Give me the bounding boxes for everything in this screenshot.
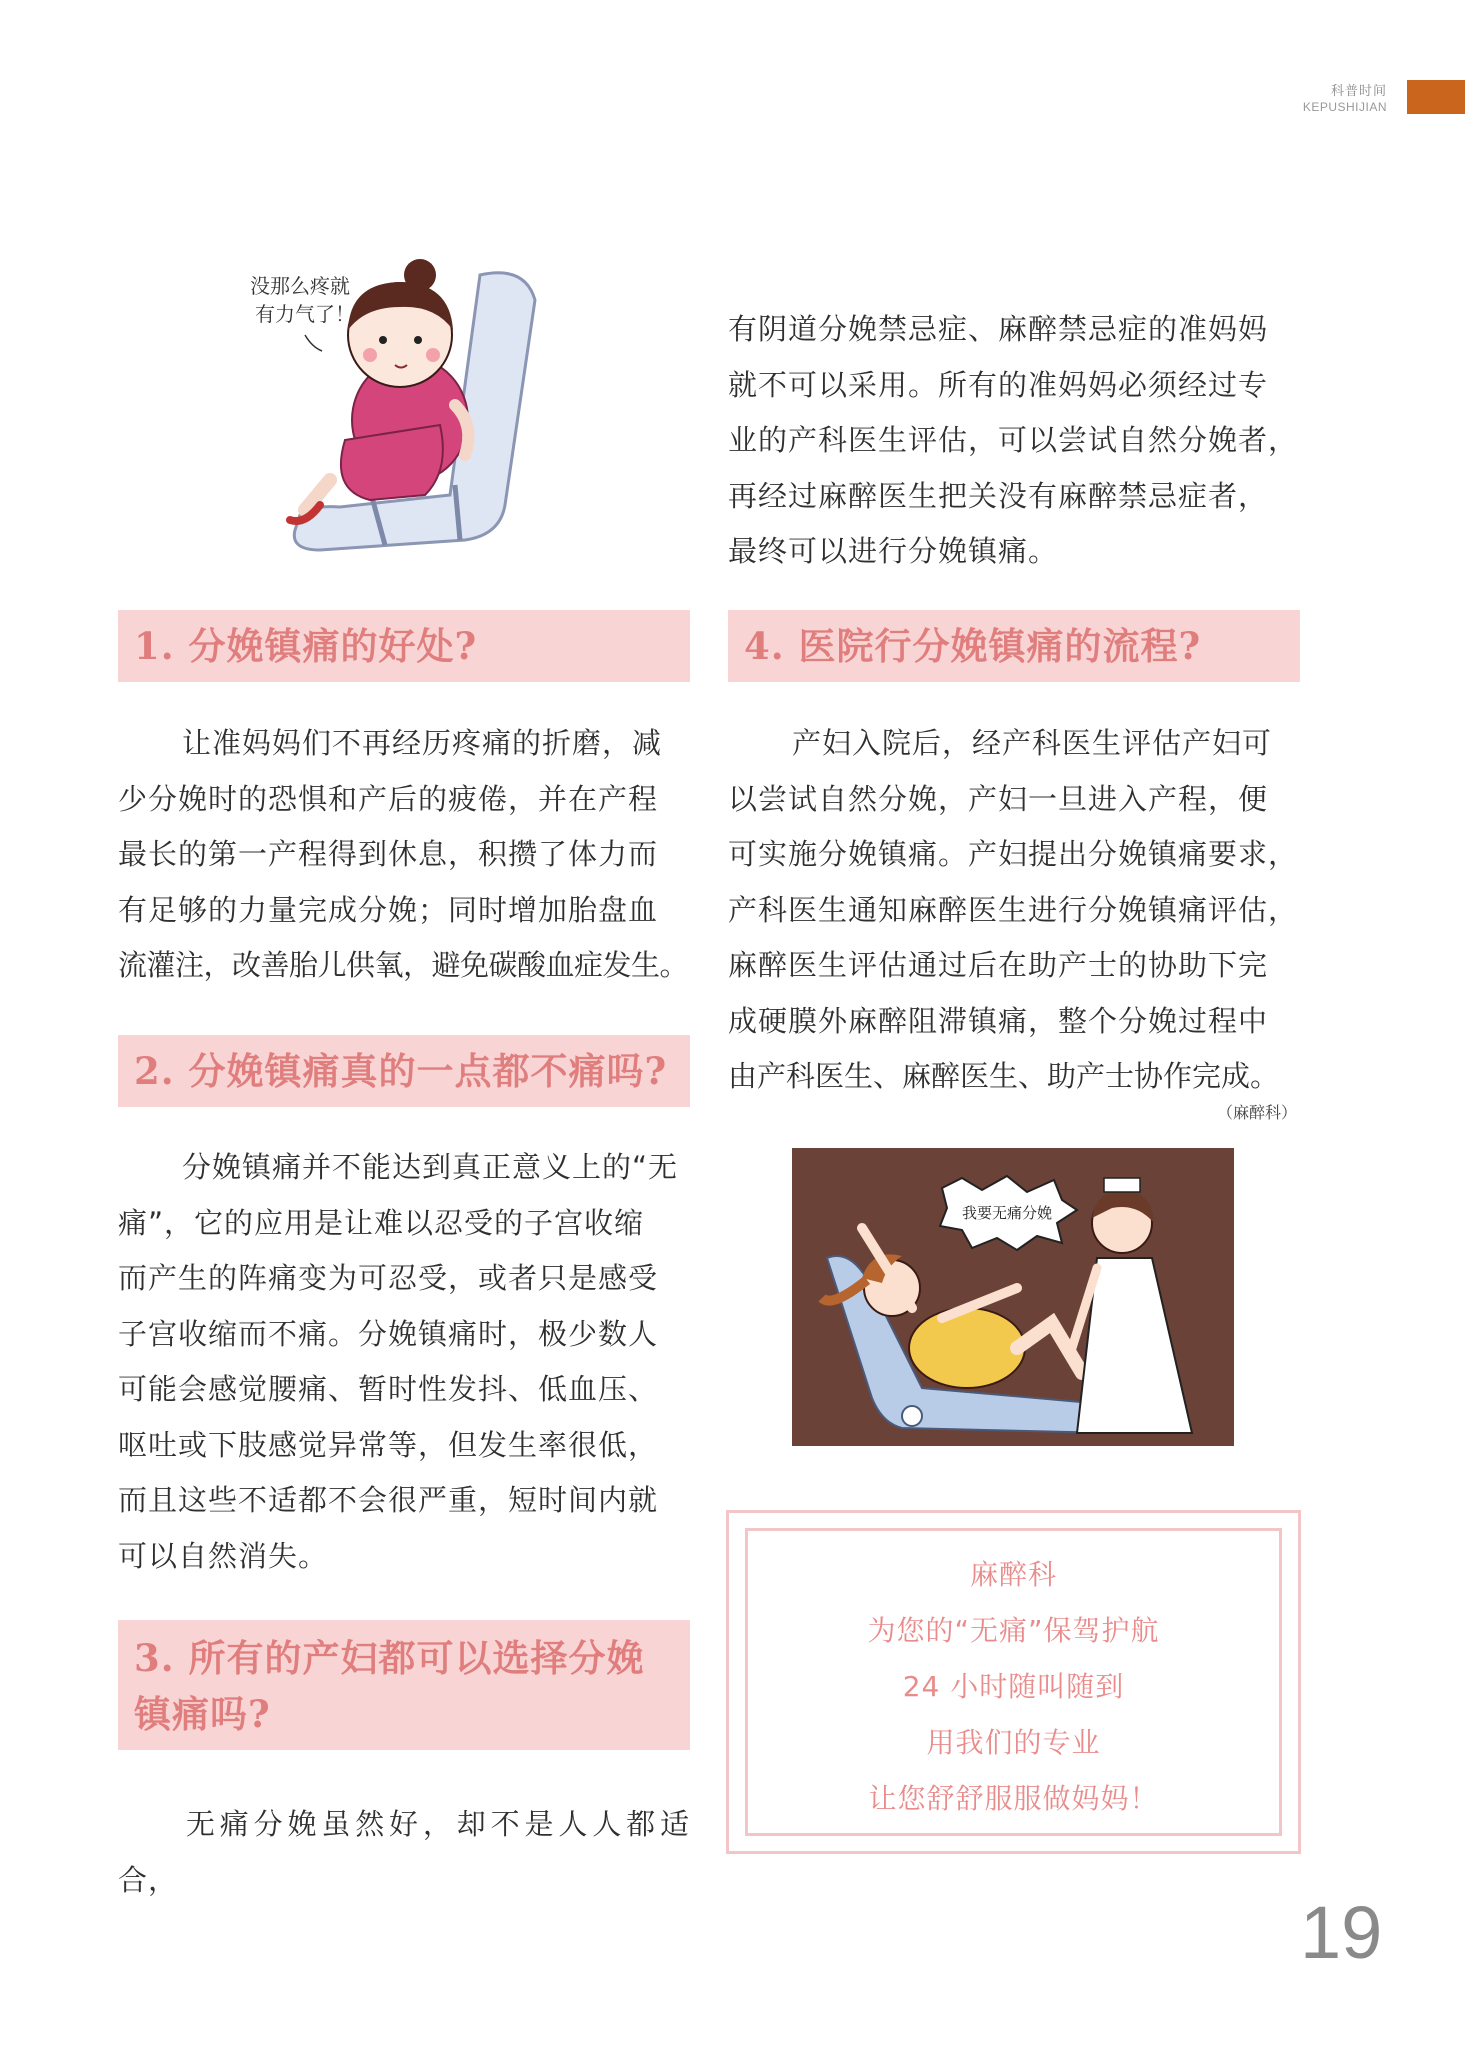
speech-line-1: 没那么疼就 — [250, 274, 350, 298]
text-line: 分娩镇痛并不能达到真正意义上的“无 — [182, 1150, 679, 1184]
text-line: 麻醉医生评估通过后在助产士的协助下完 — [728, 948, 1269, 982]
text-line: 流灌注，改善胎儿供氧，避免碳酸血症发生。 — [118, 948, 689, 982]
text-line: 最长的第一产程得到休息，积攒了体力而 — [118, 837, 659, 871]
bubble-text: 我要无痛分娩 — [962, 1204, 1053, 1222]
promo-inner-frame — [745, 1528, 1282, 1836]
heading-eligibility — [118, 1620, 690, 1750]
paragraph-benefits — [118, 716, 690, 994]
text-line: 无痛分娩虽然好，却不是人人都适合， — [118, 1807, 690, 1897]
promo-line: 用我们的专业 — [926, 1726, 1101, 1759]
heading-line: 3. 所有的产妇都可以选择分娩 — [134, 1636, 645, 1680]
text-line: 可能会感觉腰痛、暂时性发抖、低血压、 — [118, 1372, 659, 1406]
speech-line-2: 有力气了！ — [255, 302, 355, 326]
promo-line: 为您的“无痛”保驾护航 — [867, 1614, 1160, 1647]
pregnant-woman-illustration — [250, 255, 580, 555]
heading-line: 镇痛吗? — [134, 1692, 271, 1736]
text-line: 业的产科医生评估，可以尝试自然分娩者， — [728, 423, 1299, 457]
credit-department: （麻醉科） — [1216, 1103, 1297, 1122]
text-line: 让准妈妈们不再经历疼痛的折磨，减 — [182, 726, 663, 760]
header-accent-bar — [1407, 80, 1465, 114]
section-label-en: KEPUSHIJIAN — [1302, 100, 1387, 114]
text-line: 有足够的力量完成分娩；同时增加胎盘血 — [118, 892, 659, 927]
text-line: 而且这些不适都不会很严重，短时间内就 — [118, 1483, 659, 1517]
text-line: 可实施分娩镇痛。产妇提出分娩镇痛要求， — [728, 837, 1299, 871]
text-line: 就不可以采用。所有的准妈妈必须经过专 — [728, 367, 1269, 402]
promo-line: 麻醉科 — [969, 1558, 1057, 1591]
text-line: 再经过麻醉医生把关没有麻醉禁忌症者， — [728, 478, 1269, 513]
paragraph-process — [728, 716, 1300, 1105]
paragraph-eligibility-start — [118, 1797, 690, 1908]
heading-benefits: 1. 分娩镇痛的好处? — [118, 610, 690, 682]
text-line: 由产科医生、麻醉医生、助产士协作完成。 — [728, 1059, 1280, 1093]
promo-line: 让您舒舒服服做妈妈！ — [868, 1782, 1159, 1815]
text-line: 可以自然消失。 — [118, 1538, 329, 1573]
text-line: 最终可以进行分娩镇痛。 — [728, 534, 1059, 568]
promo-box — [726, 1510, 1301, 1854]
text-line: 成硬膜外麻醉阻滞镇痛，整个分娩过程中 — [728, 1003, 1269, 1038]
text-line: 产科医生通知麻醉医生进行分娩镇痛评估， — [728, 892, 1299, 927]
promo-line: 24 小时随叫随到 — [902, 1670, 1125, 1703]
text-line: 子宫收缩而不痛。分娩镇痛时，极少数人 — [118, 1316, 659, 1351]
section-label-cn: 科普时间 — [1330, 84, 1387, 99]
text-line: 以尝试自然分娩，产妇一旦进入产程，便 — [728, 781, 1269, 816]
paragraph-eligibility-cont — [728, 302, 1300, 580]
labor-nurse-illustration — [792, 1148, 1234, 1446]
text-line: 产妇入院后，经产科医生评估产妇可 — [792, 726, 1273, 760]
paragraph-painless — [118, 1140, 690, 1584]
text-line: 少分娩时的恐惧和产后的疲倦，并在产程 — [118, 781, 659, 816]
page-number: 19 — [1300, 1891, 1383, 1974]
text-line: 痛”，它的应用是让难以忍受的子宫收缩 — [118, 1205, 645, 1240]
text-line: 有阴道分娩禁忌症、麻醉禁忌症的准妈妈 — [728, 312, 1269, 346]
text-line: 呕吐或下肢感觉异常等，但发生率很低， — [118, 1427, 659, 1462]
heading-painless: 2. 分娩镇痛真的一点都不痛吗? — [118, 1035, 690, 1107]
text-line: 而产生的阵痛变为可忍受，或者只是感受 — [118, 1261, 659, 1295]
heading-process: 4. 医院行分娩镇痛的流程? — [728, 610, 1300, 682]
